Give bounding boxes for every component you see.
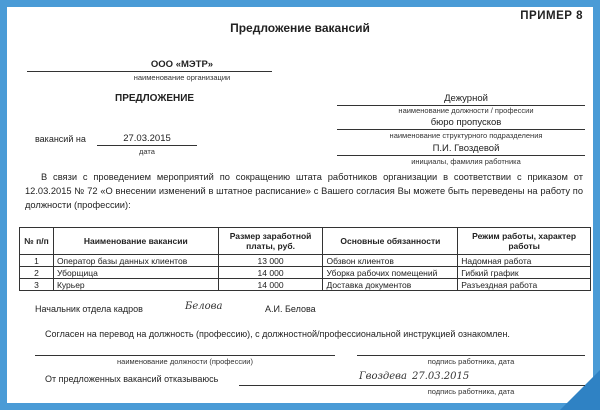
- consent-text: Согласен на перевод на должность (профессию), с должностной/профессиональной инструкцией ознакомлен.: [45, 329, 510, 339]
- cell-salary: 13 000: [218, 255, 323, 267]
- header-salary: Размер заработной платы, руб.: [218, 228, 323, 255]
- addressee-name-line: [337, 155, 585, 156]
- addressee-position-caption: наименование должности / профессии: [398, 106, 534, 115]
- header-duties: Основные обязанности: [323, 228, 458, 255]
- table-row: [20, 267, 591, 279]
- refusal-date: 27.03.2015: [412, 371, 470, 382]
- cell-mode: Гибкий график: [458, 267, 591, 279]
- hr-head-signature: Белова: [185, 301, 223, 312]
- cell-mode: Разъездная работа: [458, 279, 591, 291]
- table-header-row: [20, 228, 591, 255]
- addressee-unit: бюро пропусков: [430, 117, 502, 128]
- hr-head-label: Начальник отдела кадров: [35, 304, 143, 314]
- page-title: Предложение вакансий: [230, 21, 370, 35]
- addressee-name-caption: инициалы, фамилия работника: [411, 157, 521, 166]
- refusal-label: От предложенных вакансий отказываюсь: [45, 374, 219, 384]
- cell-number: 1: [20, 255, 54, 267]
- date-value: 27.03.2015: [123, 133, 171, 144]
- cell-duties: Доставка документов: [323, 279, 458, 291]
- refusal-line: [239, 385, 585, 386]
- cell-vacancy: Оператор базы данных клиентов: [53, 255, 218, 267]
- cell-number: 3: [20, 279, 54, 291]
- body-paragraph: В связи с проведением мероприятий по сокращению штата работников организации в соответствии с приказом от 12.03.2015 № 72 «О внесении изменений в штатное расписание» с Вашего согласия Вы можете быть переведены на работу по должности (профессии):: [25, 172, 583, 210]
- refusal-signature: Гвоздева: [359, 371, 407, 382]
- header-vacancy: Наименование вакансии: [53, 228, 218, 255]
- organization-line: [27, 71, 272, 72]
- consent-position-line: [35, 355, 335, 356]
- vacancies-table: [19, 227, 591, 291]
- addressee-name: П.И. Гвоздевой: [432, 143, 500, 154]
- cell-mode: Надомная работа: [458, 255, 591, 267]
- table-row: [20, 279, 591, 291]
- proposal-heading: ПРЕДЛОЖЕНИЕ: [115, 93, 195, 104]
- cell-salary: 14 000: [218, 279, 323, 291]
- header-mode: Режим работы, характер работы: [458, 228, 591, 255]
- cell-salary: 14 000: [218, 267, 323, 279]
- date-line: [97, 145, 197, 146]
- date-caption: дата: [139, 147, 155, 156]
- cell-duties: Уборка рабочих помещений: [323, 267, 458, 279]
- consent-sign-line: [357, 355, 585, 356]
- addressee-position: Дежурной: [444, 93, 488, 104]
- cell-vacancy: Уборщица: [53, 267, 218, 279]
- refusal-sign-caption: подпись работника, дата: [427, 387, 515, 396]
- date-label: вакансий на: [35, 134, 86, 144]
- organization-caption: наименование организации: [133, 73, 231, 82]
- cell-vacancy: Курьер: [53, 279, 218, 291]
- cell-number: 2: [20, 267, 54, 279]
- addressee-unit-line: [337, 129, 585, 130]
- organization-name: ООО «МЭТР»: [150, 59, 214, 70]
- hr-head-name: А.И. Белова: [265, 304, 316, 314]
- table-row: [20, 255, 591, 267]
- header-number: № п/п: [20, 228, 54, 255]
- consent-sign-caption: подпись работника, дата: [427, 357, 515, 366]
- example-label: ПРИМЕР 8: [520, 10, 583, 22]
- consent-position-caption: наименование должности (профессии): [117, 357, 253, 366]
- cell-duties: Обзвон клиентов: [323, 255, 458, 267]
- addressee-unit-caption: наименование структурного подразделения: [389, 131, 543, 140]
